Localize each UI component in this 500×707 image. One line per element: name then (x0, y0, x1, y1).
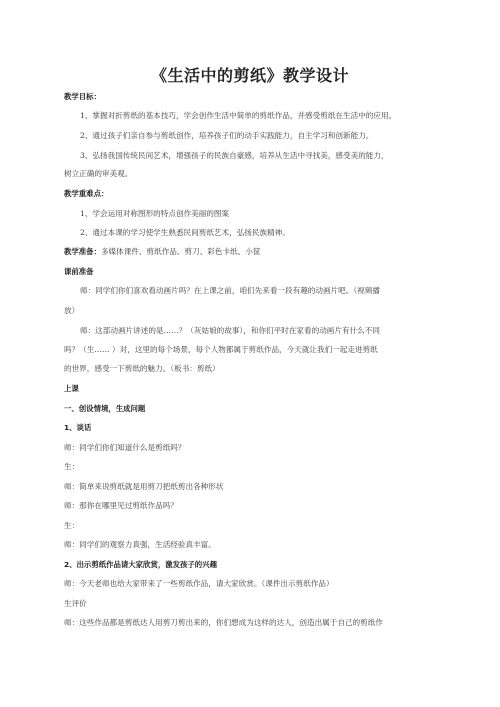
objective-item: 3、弘扬我国传统民间艺术，增强孩子的民族自豪感，培养从生活中寻找美，感受美的能力， (80, 151, 389, 160)
objective-item-continued: 树立正确的审美观。 (64, 169, 133, 178)
prep-line (64, 247, 260, 257)
dialog-line: 师：这些作品都是剪纸达人用剪刀剪出来的，你们想成为这样的达人，创造出属于自己的剪纸作 (64, 618, 383, 627)
objectives-heading: 教学目标： (64, 92, 101, 101)
preclass-heading: 课前准备 (64, 267, 94, 276)
preclass-line: 师：同学们你们喜欢看动画片吗？在上课之前，咱们先来看一段有趣的动画片吧。（视频播 (80, 286, 380, 295)
preclass-line: 师：这部动画片讲述的是……？（灰姑娘的故事），和你们平时在家看的动画片有什么不同 (80, 326, 380, 335)
prep-text: 多媒体课件、剪纸作品、剪刀、彩色卡纸、小筐 (100, 247, 261, 256)
subsection-heading: 1、谈话 (64, 423, 92, 432)
section-heading: 一、创设情境，生成问题 (64, 404, 146, 413)
class-heading: 上课 (64, 384, 79, 393)
dialog-line: 师：今天老师也给大家带来了一些剪纸作品，请大家欣赏。（课件出示剪纸作品） (64, 579, 334, 588)
dialog-line: 师：同学们的观察力真强，生活经验真丰富。 (64, 540, 216, 549)
objective-item: 1、掌握对折剪纸的基本技巧，学会创作生活中简单的剪纸作品，并感受剪纸在生活中的应用。 (80, 111, 397, 120)
subsection-heading: 2、出示剪纸作品请大家欣赏，激发孩子的兴趣 (64, 560, 217, 569)
keypoint-item: 2、通过本课的学习使学生熟悉民间剪纸艺术，弘扬民族精神。 (80, 228, 290, 237)
keypoints-heading: 教学重难点： (64, 189, 109, 198)
preclass-line: 放） (64, 306, 80, 315)
prep-heading: 教学准备： (64, 247, 101, 256)
dialog-line: 生： (64, 521, 80, 530)
preclass-line: 的世界，感受一下剪纸的魅力。（板书：剪纸） (64, 364, 220, 373)
dialog-line: 生评价 (64, 599, 87, 608)
preclass-line: 吗？（生…… ）对，这里的每个场景，每个人物都属于剪纸作品，今天就让我们一起走进剪纸 (64, 345, 378, 354)
dialog-line: 师：简单来说剪纸就是用剪刀把纸剪出各种形状 (64, 482, 224, 491)
document-title: 《生活中的剪纸》教学设计 (150, 66, 349, 85)
dialog-line: 生： (64, 462, 80, 471)
dialog-line: 师：那你在哪里见过剪纸作品吗？ (64, 501, 178, 510)
keypoint-item: 1、学会运用对称图形的特点创作美丽的图案 (80, 209, 230, 218)
dialog-line: 师：同学们你们知道什么是剪纸吗？ (64, 443, 186, 452)
objective-item: 2、通过孩子们亲自参与剪纸创作，培养孩子们的动手实践能力，自主学习和创新能力。 (80, 131, 374, 140)
